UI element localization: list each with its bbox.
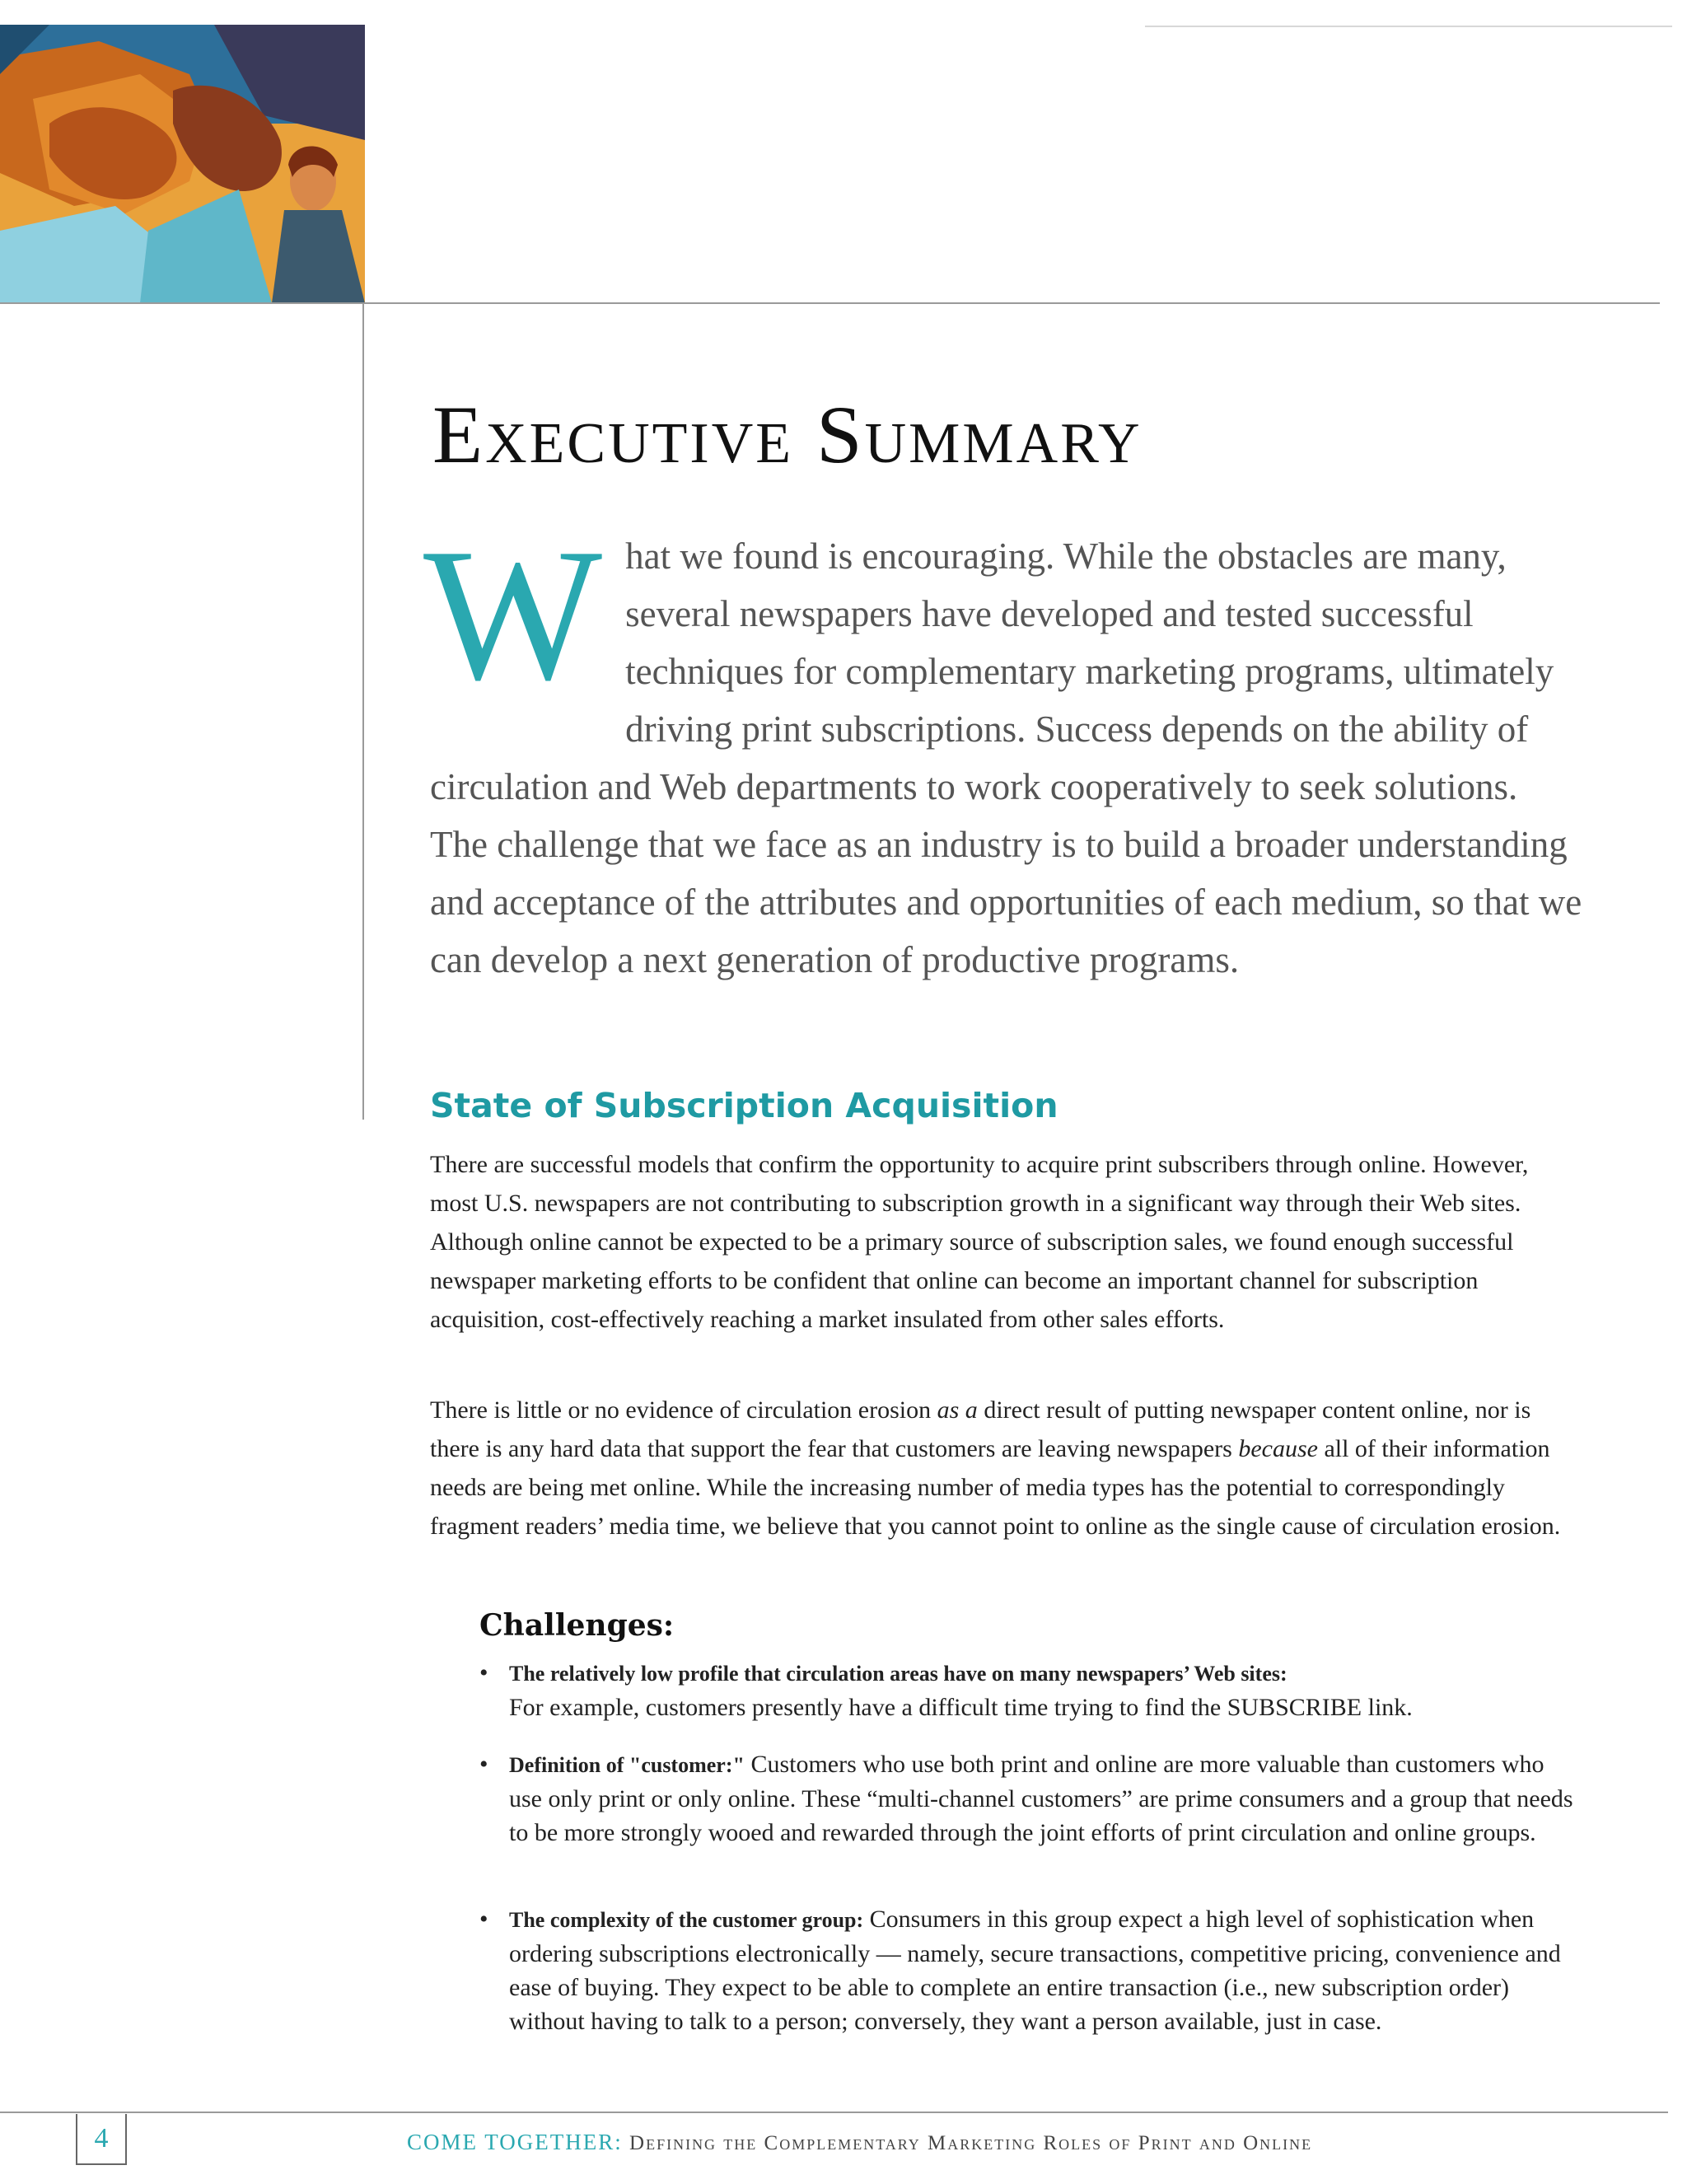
challenge-text: Consumers in this group expect a high level of sophistication when ordering subscriptions electronically — namely, secure transactions, competitive pricing, convenience and ease of buying. They expect to be able to complete an entire transaction (i.e., new subscription order) without having to talk to a person; conversely, they want a person available, just in case. [509,1906,1561,2035]
handshake-illustration [0,25,365,303]
footer-brand: COME TOGETHER: [407,2130,623,2154]
challenge-lead-in: The relatively low profile that circulation areas have on many newspapers’ Web sites: [509,1662,1287,1686]
page-number: 4 [76,2114,127,2165]
body-paragraph-1: There are successful models that confirm the opportunity to acquire print subscribers through online. However, most U.S. newspapers are not contributing to subscription growth in a significant way through their Web sites. Although online cannot be expected to be a primary source of subscription sales, we found enough successful newspaper marketing efforts to be confident that online can become an important channel for subscription acquisition, cost-effectively reaching a market insulated from other sales efforts. [430,1151,1529,1333]
page-title: Executive Summary [432,389,1143,480]
drop-cap: W [423,509,603,719]
paragraph-2-part-1: There is little or no evidence of circulation erosion [430,1396,937,1424]
challenge-lead-in: The complexity of the customer group: [509,1908,864,1932]
challenge-lead-in: Definition of "customer:" [509,1753,745,1777]
paragraph-2-emphasis-1: as a [937,1396,978,1424]
bullet-icon: • [479,1751,488,1778]
footer-running-title [407,2130,1312,2156]
challenge-item [479,1656,1575,1724]
footer-subtitle: Defining the Complementary Marketing Roles of Print and Online [629,2132,1313,2154]
challenge-text: For example, customers presently have a difficult time trying to find the SUBSCRIBE link. [509,1694,1413,1721]
challenges-heading: Challenges: [479,1608,675,1643]
top-right-rule [1145,26,1672,27]
challenge-item [479,1747,1575,1850]
section-heading: State of Subscription Acquisition [430,1086,1058,1125]
header-rule [0,302,1660,304]
bullet-icon: • [479,1906,488,1933]
vertical-rule [362,304,364,1120]
body-paragraph-2 [430,1391,1567,1546]
paragraph-2-part-2: direct result of putting newspaper content online, nor is there is any hard data that support the fear that customers are leaving newspapers [430,1396,1531,1462]
paragraph-2-emphasis-2: because [1238,1435,1318,1462]
lead-paragraph [423,509,1583,989]
footer-rule [0,2112,1668,2113]
bullet-icon: • [479,1659,488,1686]
lead-text: hat we found is encouraging. While the obstacles are many, several newspapers have developed and tested successful techniques for complementary marketing programs, ultimately driving print subscriptions. Success depends on the ability of circulation and Web departments to work cooperatively to seek solutions. The challenge that we face as an industry is to build a broader understanding and acceptance of the attributes and opportunities of each medium, so that we can develop a next generation of productive programs. [430,535,1582,980]
challenge-item [479,1902,1575,2038]
paragraph-2-part-3: all of their information needs are being met online. While the increasing number of media types has the potential to correspondingly fragment readers’ media time, we believe that you cannot point to online as the single cause of circulation erosion. [430,1435,1561,1540]
challenge-text: Customers who use both print and online are more valuable than customers who use only print or only online. These “multi-channel customers” are prime consumers and a group that needs to be more strongly wooed and rewarded through the joint efforts of print circulation and online groups. [509,1751,1573,1846]
